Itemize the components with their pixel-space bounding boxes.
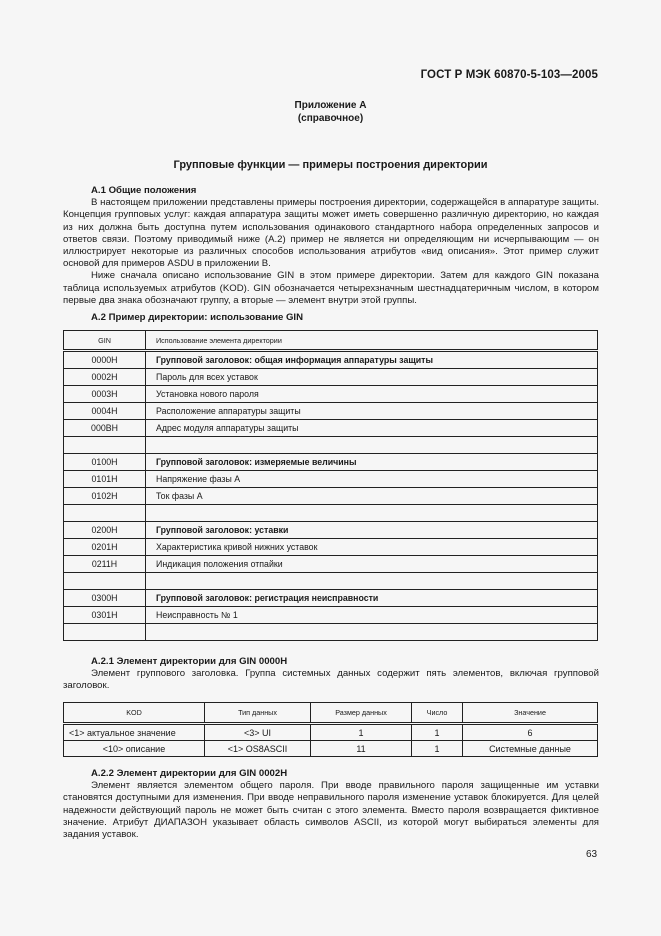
table-row [64,522,598,539]
table-row [64,488,598,505]
cell-gin [64,505,146,522]
cell-gin: 0100H [64,454,146,471]
table-row [64,741,598,757]
cell-usage: Ток фазы А [146,488,598,505]
section-a1-paragraph-1: В настоящем приложении представлены примеры построения директории, содержащейся в аппаратуре защиты. Концепция групповых услуг: каждая аппаратура защиты может иметь совершенно различную директорию, но каждая из них должна быть доступна путем использования одинакового стандартного набора определенных запросов и ответов связи. Поэтому приводимый ниже (А.2) пример не является ни определяющим ни исчерпывающим — он иллюстрирует некоторые из различных способов использования атрибутов «вид описания». Этот пример служит основой для примеров ASDU в приложении В. [63,197,599,270]
cell-group-header: Групповой заголовок: регистрация неисправности [146,590,598,607]
cell-usage: Пароль для всех уставок [146,369,598,386]
cell-usage [146,624,598,641]
table-row [64,420,598,437]
cell-group-header: Групповой заголовок: измеряемые величины [146,454,598,471]
cell-gin: 0004H [64,403,146,420]
cell-gin: 0101H [64,471,146,488]
cell-gin: 0211H [64,556,146,573]
table-row [64,351,598,369]
table-row-spacer [64,573,598,590]
cell-value: Системные данные [463,741,598,757]
cell-usage: Характеристика кривой нижних уставок [146,539,598,556]
section-a22-paragraph: Элемент является элементом общего пароля. При вводе правильного пароля защищенные им уставки становятся доступными для изменения. При вводе неправильного пароля изменение уставок блокируется. Для целей надежности действующий пароль не может быть считан с этого элемента. Вместо пароля возвращается фиктивное значение. Атрибут ДИАПАЗОН указывает область символов ASCII, из которой могут выбираться элементы для задания уставок. [63,780,599,841]
cell-kod: <1> актуальное значение [64,724,205,741]
cell-gin: 0201H [64,539,146,556]
table-row [64,590,598,607]
cell-gin: 0300H [64,590,146,607]
table-row-spacer [64,505,598,522]
cell-usage: Расположение аппаратуры защиты [146,403,598,420]
cell-data-type: <3> UI [205,724,311,741]
cell-gin [64,573,146,590]
table-row [64,539,598,556]
table-row [64,724,598,741]
cell-gin: 0200H [64,522,146,539]
table-header-row [64,331,598,351]
cell-data-type: <1> OS8ASCII [205,741,311,757]
column-header-gin: GIN [64,331,146,351]
column-header-kod: KOD [64,703,205,724]
section-a2 [63,312,599,324]
cell-usage: Неисправность № 1 [146,607,598,624]
cell-count: 1 [412,741,463,757]
cell-group-header: Групповой заголовок: общая информация аппаратуры защиты [146,351,598,369]
section-a21-heading: А.2.1 Элемент директории для GIN 0000H [91,656,288,667]
table-row [64,556,598,573]
cell-value: 6 [463,724,598,741]
section-a1 [63,185,599,307]
appendix-heading [0,99,661,125]
page-number: 63 [586,849,598,860]
cell-gin [64,437,146,454]
gin-usage-table [63,330,598,641]
cell-usage [146,573,598,590]
cell-gin: 000BH [64,420,146,437]
standard-code: ГОСТ Р МЭК 60870-5-103—2005 [420,69,598,81]
cell-usage [146,437,598,454]
section-a22-heading: А.2.2 Элемент директории для GIN 0002H [91,768,288,779]
cell-gin [64,624,146,641]
appendix-subtitle: (справочное) [297,113,364,124]
cell-usage: Напряжение фазы А [146,471,598,488]
table-row [64,369,598,386]
cell-gin: 0000H [64,351,146,369]
cell-usage: Адрес модуля аппаратуры защиты [146,420,598,437]
cell-gin: 0002H [64,369,146,386]
column-header-data-type: Тип данных [205,703,311,724]
column-header-value: Значение [463,703,598,724]
column-header-count: Число [412,703,463,724]
column-header-usage: Использование элемента директории [146,331,598,351]
section-a2-heading: А.2 Пример директории: использование GIN [91,312,304,323]
main-title: Групповые функции — примеры построения директории [173,159,488,171]
cell-gin: 0003H [64,386,146,403]
table-row [64,454,598,471]
table-row [64,386,598,403]
cell-usage [146,505,598,522]
section-a21 [63,656,599,693]
table-row-spacer [64,624,598,641]
cell-group-header: Групповой заголовок: уставки [146,522,598,539]
cell-gin: 0301H [64,607,146,624]
section-a21-paragraph: Элемент группового заголовка. Группа системных данных содержит пять элементов, включая групповой заголовок. [63,668,599,692]
cell-gin: 0102H [64,488,146,505]
column-header-data-size: Размер данных [311,703,412,724]
table-header-row [64,703,598,724]
table-row [64,403,598,420]
cell-data-size: 11 [311,741,412,757]
cell-data-size: 1 [311,724,412,741]
section-a1-paragraph-2: Ниже сначала описано использование GIN в этом примере директории. Затем для каждого GIN показана таблица используемых атрибутов (KOD). GIN обозначается четырехзначным шестнадцатеричным числом, в котором первые два знака обозначают группу, а вторые — элемент внутри этой группы. [63,270,599,306]
appendix-title: Приложение А [294,100,367,111]
cell-kod: <10> описание [64,741,205,757]
section-a22 [63,768,599,841]
section-a1-heading: А.1 Общие положения [91,185,197,196]
table-row-spacer [64,437,598,454]
table-row [64,607,598,624]
kod-attributes-table [63,702,598,757]
cell-usage: Индикация положения отпайки [146,556,598,573]
cell-usage: Установка нового пароля [146,386,598,403]
table-row [64,471,598,488]
cell-count: 1 [412,724,463,741]
